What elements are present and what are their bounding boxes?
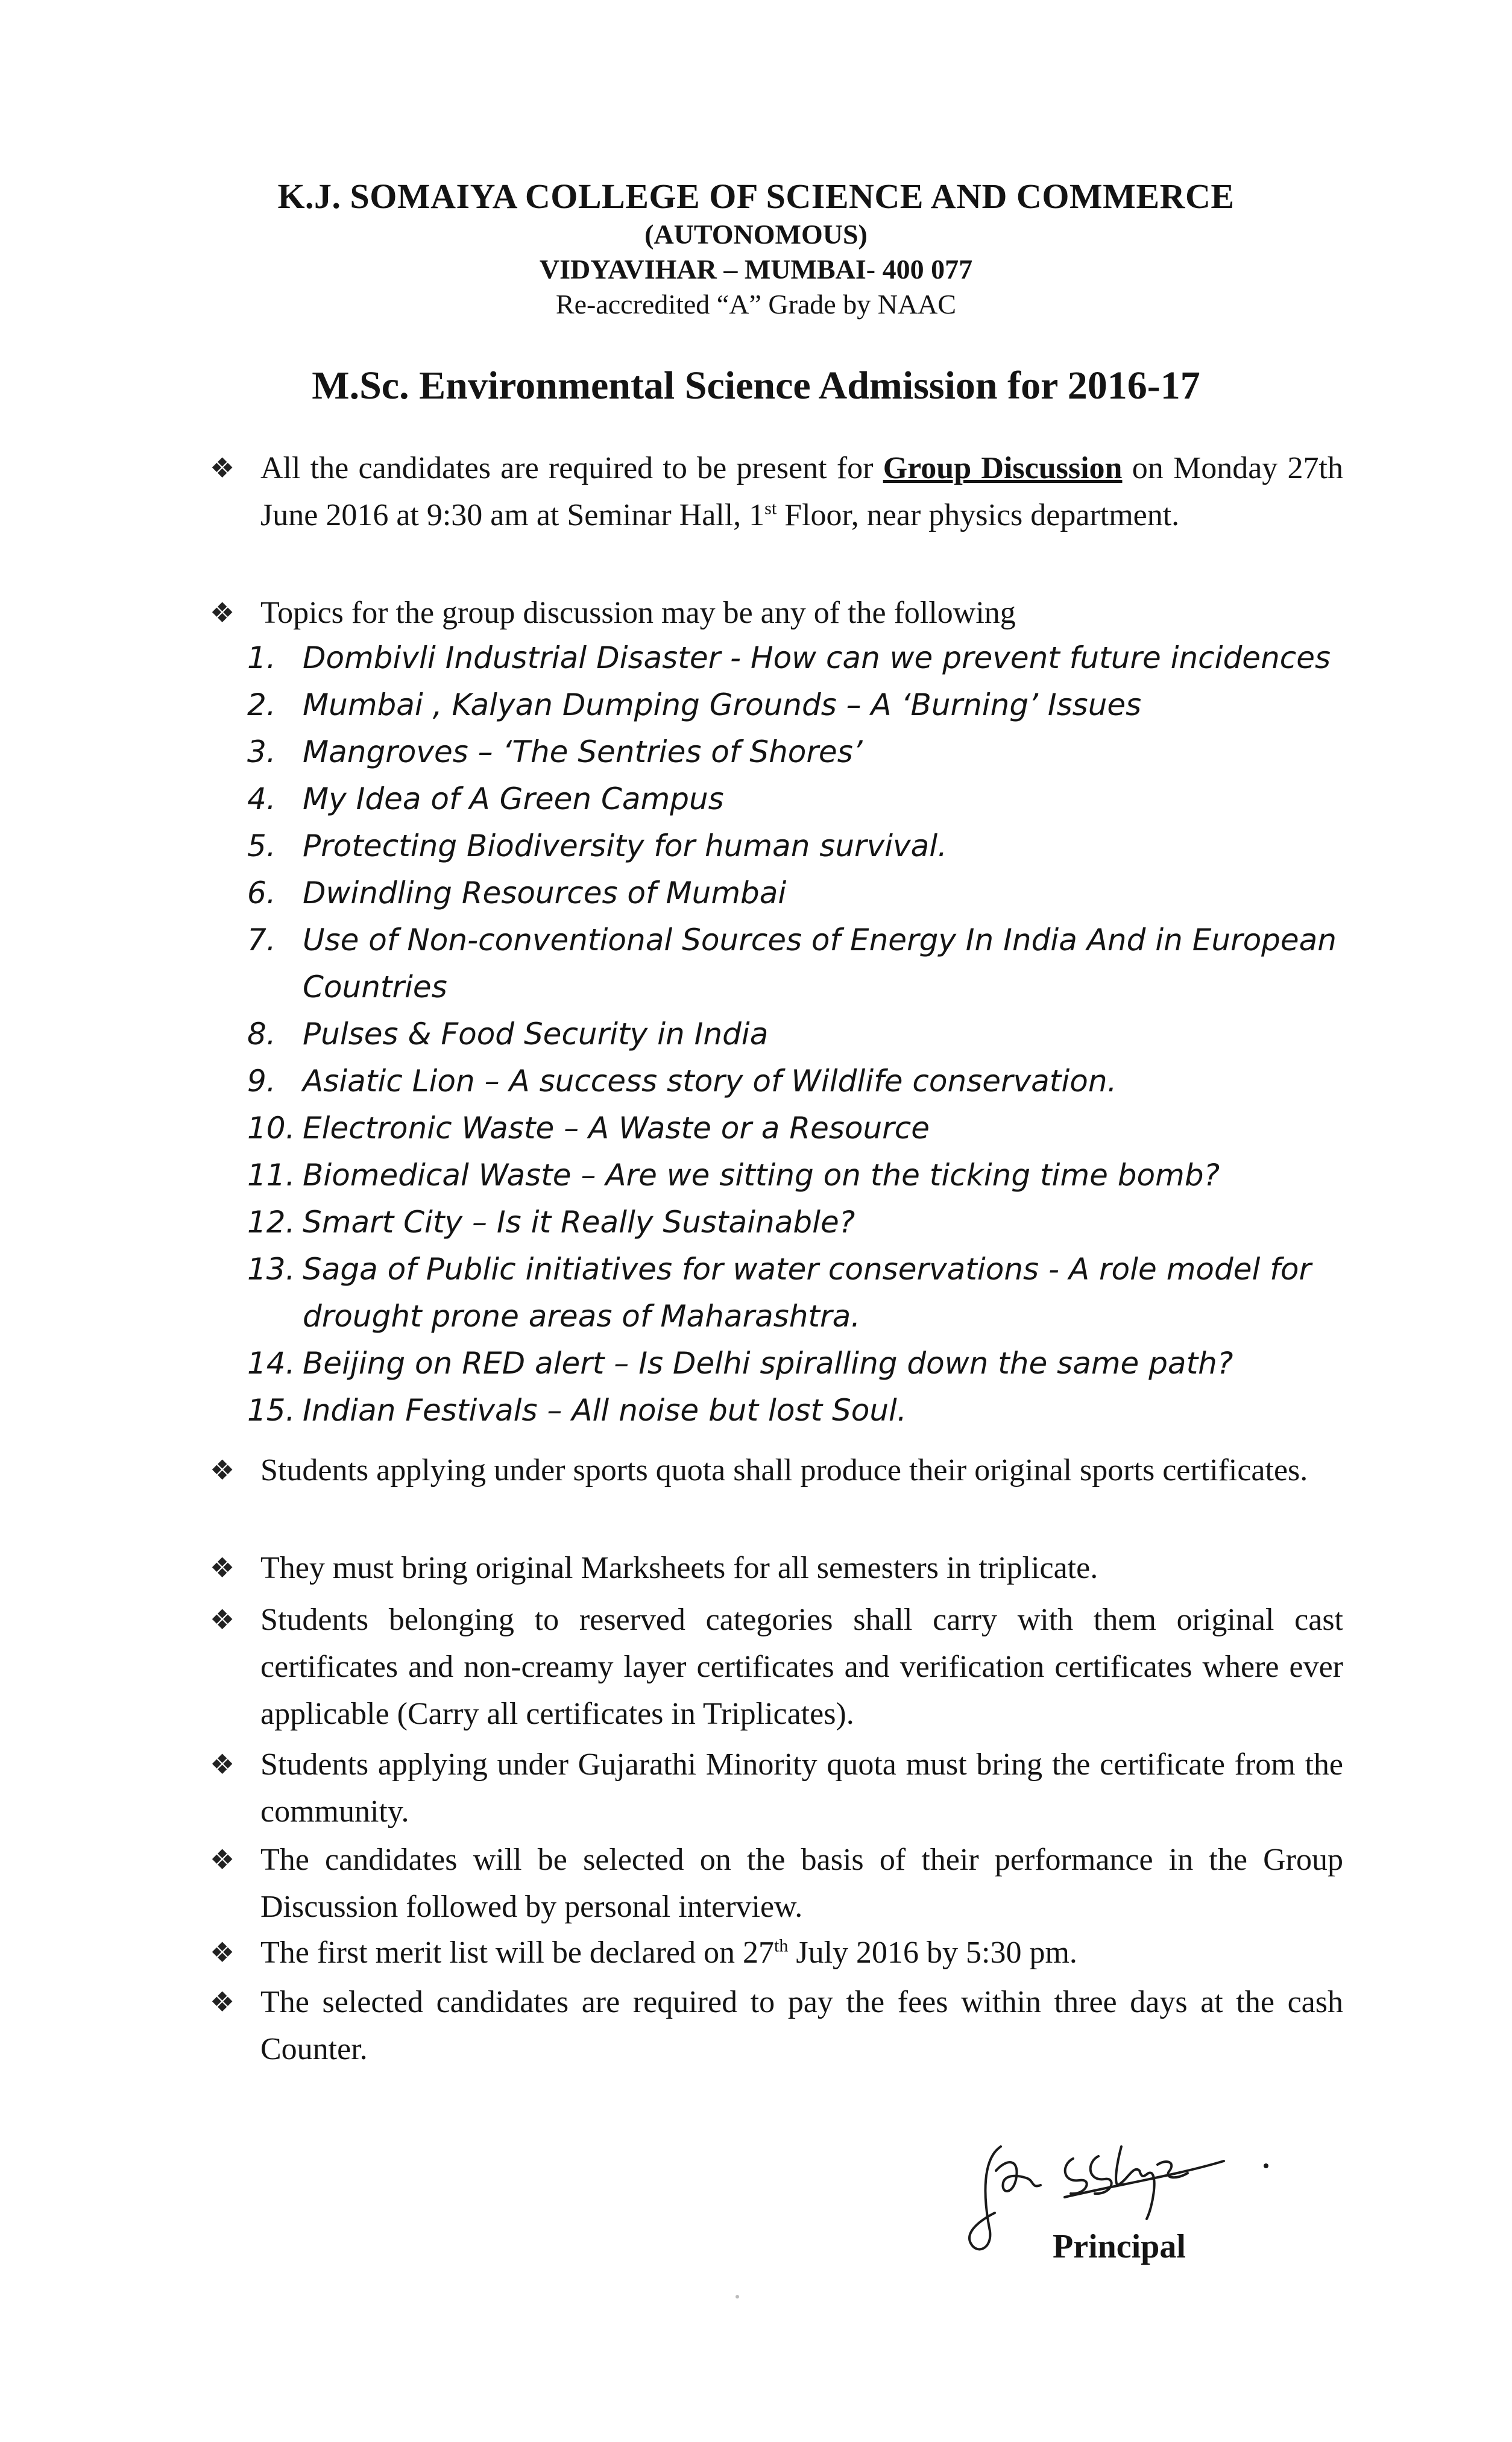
list-item: 1. Dombivli Industrial Disaster - How can we prevent future incidences	[247, 640, 1331, 675]
bullet-icon: ❖	[210, 1987, 235, 2018]
college-address: VIDYAVIHAR – MUMBAI- 400 077	[539, 254, 973, 285]
scan-speck	[736, 2295, 739, 2298]
bullet-selection-basis: ❖ The candidates will be selected on the basis of their performance in the Group Discussion followed by personal interview.	[210, 1837, 1343, 1931]
list-item: 2. Mumbai , Kalyan Dumping Grounds – A ‘Burning’ Issues	[247, 687, 1142, 722]
list-item: 10. Electronic Waste – A Waste or a Resource	[247, 1111, 930, 1146]
bullet-icon: ❖	[210, 598, 235, 628]
bullet-icon: ❖	[210, 1937, 235, 1968]
college-status: (AUTONOMOUS)	[644, 219, 868, 250]
bullet-marksheets: ❖ They must bring original Marksheets for all semesters in triplicate.	[210, 1545, 1343, 1592]
bullet-icon: ❖	[210, 1455, 235, 1486]
list-item: 12. Smart City – Is it Really Sustainable?	[247, 1205, 855, 1240]
list-item: 6. Dwindling Resources of Mumbai	[247, 876, 787, 910]
bullet-icon: ❖	[210, 453, 235, 484]
bullet-icon: ❖	[210, 1604, 235, 1635]
bullet-topics-intro: ❖ Topics for the group discussion may be any of the following	[210, 590, 1343, 637]
bullet-sports-quota: ❖ Students applying under sports quota shall produce their original sports certificates.	[210, 1447, 1343, 1494]
list-item: 4. My Idea of A Green Campus	[247, 781, 724, 816]
bullet-merit-list: ❖ The first merit list will be declared on 27th July 2016 by 5:30 pm.	[210, 1929, 1343, 1977]
bullet-icon: ❖	[210, 1749, 235, 1780]
topics-list	[247, 634, 1344, 1434]
bullet-icon: ❖	[210, 1553, 235, 1583]
list-item: 15. Indian Festivals – All noise but lost Soul.	[247, 1393, 907, 1428]
list-item: 11. Biomedical Waste – Are we sitting on the ticking time bomb?	[247, 1158, 1220, 1193]
list-item: 14. Beijing on RED alert – Is Delhi spiralling down the same path?	[247, 1346, 1233, 1381]
notice-title: M.Sc. Environmental Science Admission for 2016-17	[312, 364, 1200, 408]
accreditation-line: Re-accredited “A” Grade by NAAC	[555, 289, 957, 320]
list-item: 9. Asiatic Lion – A success story of Wildlife conservation.	[247, 1064, 1117, 1099]
list-item: 8. Pulses & Food Security in India	[247, 1017, 769, 1052]
list-item: 7. Use of Non-conventional Sources of Energy In India And in European Countries	[247, 923, 1337, 1005]
bullet-gujarathi-minority: ❖ Students applying under Gujarathi Minority quota must bring the certificate from the community.	[210, 1741, 1343, 1835]
list-item: 13. Saga of Public initiatives for water conservations - A role model for drought prone areas of Maharashtra.	[247, 1252, 1312, 1334]
list-item: 5. Protecting Biodiversity for human survival.	[247, 828, 948, 863]
group-discussion-text: Group Discussion	[883, 451, 1123, 485]
bullet-icon: ❖	[210, 1844, 235, 1875]
bullet-group-discussion: ❖ All the candidates are required to be present for Group Discussion on Monday 27th June 2016 at 9:30 am at Seminar Hall, 1st Floor, near physics department.	[210, 445, 1343, 539]
college-name: K.J. SOMAIYA COLLEGE OF SCIENCE AND COMMERCE	[277, 177, 1235, 216]
bullet-reserved-categories: ❖ Students belonging to reserved categories shall carry with them original cast certificates and non-creamy layer certificates and verification certificates where ever applicable (Carry all certificates in Triplicates).	[210, 1597, 1343, 1738]
list-item: 3. Mangroves – ‘The Sentries of Shores’	[247, 734, 863, 769]
principal-label: Principal	[1053, 2228, 1186, 2265]
bullet-fees: ❖ The selected candidates are required to pay the fees within three days at the cash Counter.	[210, 1979, 1343, 2073]
